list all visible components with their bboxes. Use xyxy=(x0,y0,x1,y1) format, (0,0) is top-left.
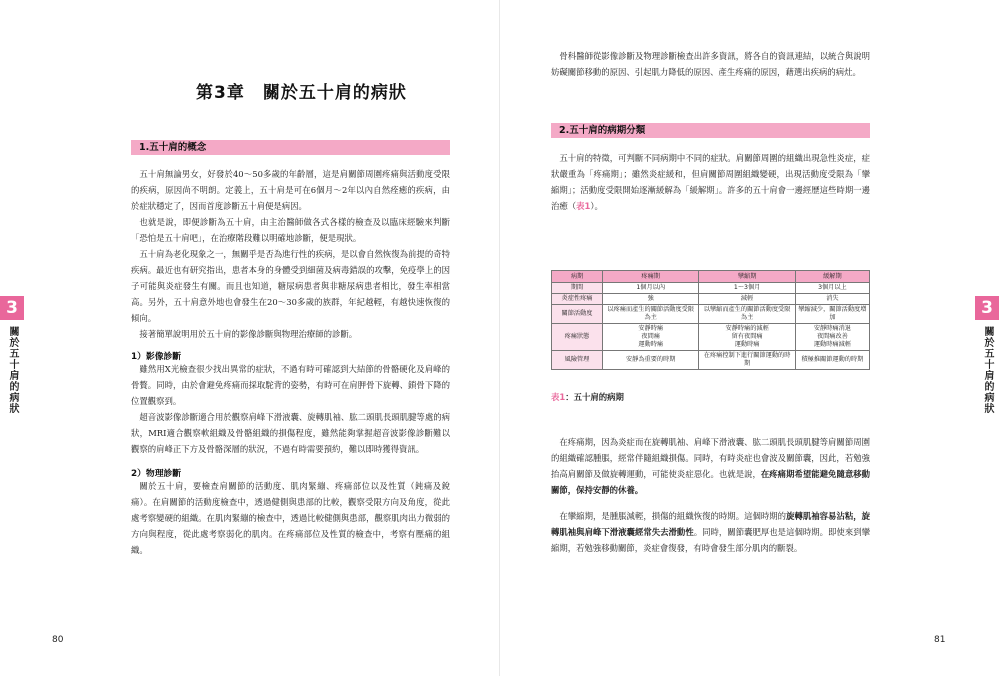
stage-table xyxy=(551,270,870,370)
caption-text: ：五十肩的病期 xyxy=(565,392,624,402)
table-cell: 1～3個月 xyxy=(699,283,795,294)
table-header-cell: 緩解期 xyxy=(795,271,869,283)
table-header-cell: 攣縮期 xyxy=(699,271,795,283)
table-caption xyxy=(551,391,624,403)
table-cell: 積極推關節運動的時期 xyxy=(795,351,869,370)
contracture-text-tail: 。同時，關節囊肥厚也是這個時期。即使來到攣縮期，若勉強移動關節，炎症會復發，有時會發生部分肌肉的斷裂。 xyxy=(551,527,870,553)
table-reference-link: 表1 xyxy=(576,201,591,211)
contracture-text: 在攣縮期，是腫脹減輕，損傷的組織恢復的時期。這個時期的 xyxy=(559,511,787,521)
section1-paragraph: 接著簡單說明用於五十肩的影像診斷與物理治療師的診斷。 xyxy=(139,329,358,339)
table-row-label: 風險管理 xyxy=(552,351,603,370)
table-row xyxy=(552,283,870,294)
pain-text: 在疼痛期，因為炎症而在旋轉肌袖、肩峰下滑液囊、肱二頭肌長頭肌腱等肩關節周圍的組織確認腫脹，經常伴隨組織損傷。同時，有時炎症也會波及關節囊，因此，若勉強抬高肩關節及做旋轉運動，可能使炎症惡化。也就是說， xyxy=(551,437,870,479)
right-page-number: 81 xyxy=(934,635,946,645)
contracture-text-bold: 旋轉肌袖容易沾粘，旋轉肌袖與肩峰下滑液囊經常失去滑動性 xyxy=(551,511,871,537)
contracture-stage-paragraph xyxy=(551,508,870,556)
section2-paragraph xyxy=(551,150,870,214)
sub1-paragraph: 雖然用X光檢查很少找出異常的症狀，不過有時可確認到大結節的骨骼硬化及肩峰的骨贅。同時，由於會避免疼痛而採取駝背的姿勢，有時可在肩胛骨下旋轉、鎖骨下降的位置觀察到。 xyxy=(131,364,450,406)
table-row xyxy=(552,324,870,351)
sub2-heading: 2）物理診斷 xyxy=(131,469,182,479)
table-cell: 消失 xyxy=(795,294,869,305)
table-cell: 安靜時痛 夜間痛 運動時痛 xyxy=(603,324,699,351)
table-cell: 1個月以內 xyxy=(603,283,699,294)
section1-paragraph: 五十肩無論男女，好發於40～50多歲的年齡層，這是肩關節周圍疼痛與活動度受限的疾病，原因尚不明朗。定義上，五十肩是可在6個月～2年以內自然痊癒的疾病，由於症狀穩定了，因而首度診斷五十肩便是病因。 xyxy=(131,169,450,211)
sub1-paragraph: 超音波影像診斷適合用於觀察肩峰下滑液囊、旋轉肌袖、肱二頭肌長頭肌腱等處的病狀，MRI適合觀察軟組織及骨骼組織的損傷程度，雖然能夠掌握超音波影像診斷難以觀察的肩峰正下方及骨骼深層的狀況，不過有時需要預約，難以即時獲得資訊。 xyxy=(131,412,450,454)
section1-paragraph: 五十肩為老化現象之一，無關乎是否為進行性的疾病，是以會自然恢復為前提的奇特疾病。最近也有研究指出，患者本身的身體受到細菌及病毒錯誤的攻擊，免疫學上的因子可能與炎症發生有關。而且也知道，糖尿病患者與非糖尿病患者相比，發生率相當高。另外，五十肩意外地也會發生在20～30多歲的族群，年紀越輕，有越快速恢復的傾向。 xyxy=(131,249,450,323)
section2-body xyxy=(551,150,870,214)
intro-body xyxy=(551,48,870,80)
table-row xyxy=(552,305,870,324)
section2-heading: 2.五十肩的病期分類 xyxy=(551,123,870,138)
table-row-label: 關節活動度 xyxy=(552,305,603,324)
table-header-cell: 疼痛期 xyxy=(603,271,699,283)
chapter-title: 第3章 關於五十肩的病狀 xyxy=(196,83,407,103)
table-cell: 在疼痛控制下進行關節運動的時期 xyxy=(699,351,795,370)
table-cell: 安靜時痛的減輕 留有夜間痛 運動時痛 xyxy=(699,324,795,351)
table-cell: 攣縮減少，關節活動度增加 xyxy=(795,305,869,324)
table-row xyxy=(552,294,870,305)
table-row xyxy=(552,351,870,370)
right-chapter-tab xyxy=(975,296,999,414)
section1-body xyxy=(131,166,450,342)
table-cell: 減輕 xyxy=(699,294,795,305)
sub2-paragraph: 關於五十肩，要檢查肩關節的活動度、肌肉緊繃、疼痛部位以及性質（鈍痛及銳痛）。在肩關節的活動度檢查中，透過健側與患部的比較，觀察受限方向及角度，從此處考察變硬的組織。在肌肉緊繃的檢查中，透過比較健側與患部，觀察肌肉出力微弱的方向與程度，從此處考察弱化的肌肉。在疼痛部位及性質的檢查中，考察有壓痛的組織。 xyxy=(131,481,450,555)
pain-text-bold: 在疼痛期希望能避免隨意移動關節，保持安靜的休養。 xyxy=(551,469,871,495)
pain-stage-paragraph xyxy=(551,434,870,498)
left-chapter-tab xyxy=(0,296,24,414)
table-cell: 強 xyxy=(603,294,699,305)
section1-paragraph: 也就是說，即便診斷為五十肩，由主治醫師做各式各樣的檢查及以臨床經驗來判斷「恐怕是五十肩吧」，在治療階段難以明確地診斷，便是現狀。 xyxy=(131,217,450,243)
section1-heading: 1.五十肩的概念 xyxy=(131,140,450,155)
section2-text-a: 五十肩的特徵，可判斷不同病期中不同的症狀。肩關節周圍的組織出現急性炎症，症狀嚴重為「疼痛期」；雖然炎症緩和，但肩關節周圍組織變硬，出現活動度受限為「攣縮期」；活動度受限開始逐漸緩解為「緩解期」。許多的五十肩會一邊經歷這些時期一邊治癒（ xyxy=(551,153,870,211)
sub1-heading: 1）影像診斷 xyxy=(131,352,182,362)
right-chapter-tab-text: 關於五十肩的病狀 xyxy=(982,326,993,414)
left-chapter-tab-number: 3 xyxy=(0,296,24,320)
caption-ref: 表1 xyxy=(551,392,566,402)
right-chapter-tab-number: 3 xyxy=(975,296,999,320)
table-cell: 安靜時痛消退 夜間痛改善 運動時痛減輕 xyxy=(795,324,869,351)
section2-text-b: ）。 xyxy=(590,201,603,211)
table-row-label: 期間 xyxy=(552,283,603,294)
contracture-stage-body xyxy=(551,508,870,556)
left-page-number: 80 xyxy=(52,635,64,645)
page-gutter xyxy=(499,0,500,676)
table-cell: 以攣縮而產生的關節活動度受限為主 xyxy=(699,305,795,324)
table-header-row xyxy=(552,271,870,283)
pain-stage-body xyxy=(551,434,870,498)
sub2-body xyxy=(131,478,450,558)
left-chapter-tab-text: 關於五十肩的病狀 xyxy=(7,326,18,414)
table-cell: 安靜為重要的時期 xyxy=(603,351,699,370)
table-cell: 以疼痛而產生的關節活動度受限為主 xyxy=(603,305,699,324)
sub1-body xyxy=(131,361,450,457)
intro-paragraph: 骨科醫師從影像診斷及物理診斷檢查出許多資訊，將各自的資訊連結，以統合與說明妨礙關節移動的原因、引起肌力降低的原因、產生疼痛的原因，藉選出疾病的病灶。 xyxy=(551,51,870,77)
table-row-label: 疼痛狀態 xyxy=(552,324,603,351)
table-header-cell: 病期 xyxy=(552,271,603,283)
table-row-label: 炎症性疼痛 xyxy=(552,294,603,305)
table-cell: 3個月以上 xyxy=(795,283,869,294)
